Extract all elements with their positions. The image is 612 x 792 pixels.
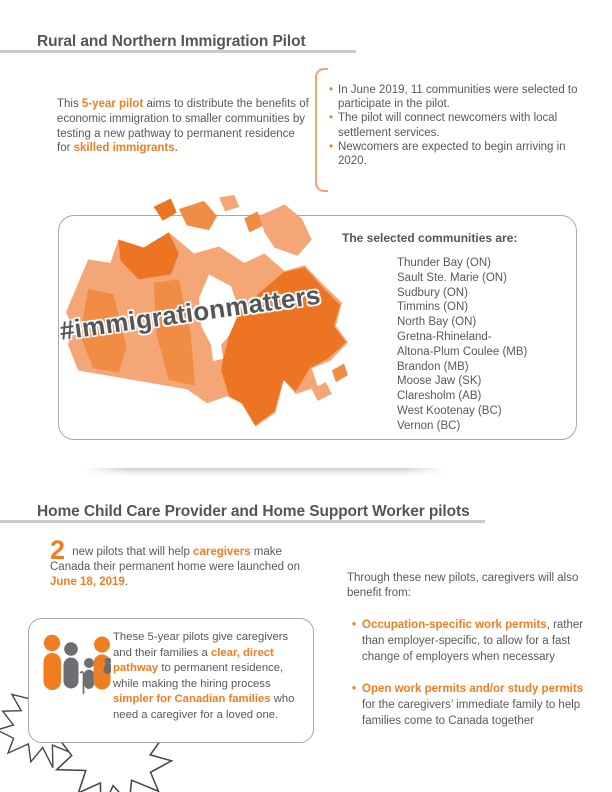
section2-intro-text xyxy=(50,546,300,588)
facts-list xyxy=(329,83,585,168)
community-item: North Bay (ON) xyxy=(397,316,477,329)
bullet-icon: • xyxy=(329,84,334,96)
text-segment: . xyxy=(124,576,129,588)
benefits-list xyxy=(352,618,584,747)
bullet-icon: • xyxy=(352,683,357,696)
text-segment: This xyxy=(57,98,82,110)
text-segment: who need a caregiver for a loved one. xyxy=(113,693,295,721)
section-divider-shadow xyxy=(85,468,445,477)
fact-item xyxy=(329,111,585,139)
section1-title-underline xyxy=(0,50,356,53)
benefits-heading: Through these new pilots, caregivers will also benefit from: xyxy=(347,572,579,599)
community-item: Claresholm (AB) xyxy=(397,390,482,403)
bracket-decoration xyxy=(315,68,328,192)
highlighted-text: Open work permits and/or study permits xyxy=(362,683,584,696)
highlighted-text: clear, direct pathway xyxy=(113,646,274,674)
communities-heading: The selected communities are: xyxy=(342,231,518,245)
bullet-text: In June 2019, 11 communities were selected to participate in the pilot. xyxy=(338,84,578,111)
community-item: Sault Ste. Marie (ON) xyxy=(397,271,507,284)
caregiver-info-box xyxy=(28,618,314,743)
highlighted-text: simpler for Canadian families xyxy=(113,693,271,705)
bullet-text xyxy=(362,618,584,665)
fact-item xyxy=(329,83,585,111)
family-caregivers-icon xyxy=(39,632,111,724)
bullet-text: The pilot will connect newcomers with local settlement services. xyxy=(338,112,558,139)
text-segment: new pilots that will help xyxy=(69,546,194,558)
bullet-icon: • xyxy=(329,112,334,125)
section2-intro-paragraph xyxy=(50,535,315,590)
highlighted-text: 5-year pilot xyxy=(81,98,144,110)
community-item: West Kootenay (BC) xyxy=(397,404,502,417)
big-number-2: 2 xyxy=(50,535,66,565)
text-segment: for the caregivers’ immediate family to help families come to Canada together xyxy=(362,699,581,727)
community-item: Gretna-Rhineland- xyxy=(397,330,492,343)
community-item: Brandon (MB) xyxy=(397,360,469,373)
immigrationmatters-hashtag: #immigrationmatters xyxy=(57,279,323,346)
bullet-text xyxy=(362,682,584,729)
community-item: Altona-Plum Coulee (MB) xyxy=(397,345,528,358)
benefit-item xyxy=(352,682,584,729)
highlighted-text: skilled immigrants. xyxy=(73,142,178,155)
section1-intro-paragraph xyxy=(57,97,309,156)
fact-item xyxy=(329,140,585,168)
section2-title-underline xyxy=(0,520,485,523)
text-segment: , rather than employer-specific, to allow for a fast change of employers when necessary xyxy=(362,619,584,663)
caregiver-box-text xyxy=(113,630,309,723)
bullet-icon: • xyxy=(352,619,357,631)
bullet-icon: • xyxy=(329,140,334,153)
text-segment: to permanent residence, while making the hiring process xyxy=(113,662,284,690)
communities-list xyxy=(397,256,527,434)
highlighted-text: June 18, 2019 xyxy=(50,576,125,588)
community-item: Sudbury (ON) xyxy=(397,286,468,299)
highlighted-text: Occupation-specific work permits xyxy=(362,619,547,631)
section2-title: Home Child Care Provider and Home Support Worker pilots xyxy=(37,503,470,520)
text-segment: make Canada their permanent home were launched on xyxy=(50,546,300,573)
community-item: Moose Jaw (SK) xyxy=(397,375,482,388)
community-item: Timmins (ON) xyxy=(397,301,469,314)
community-item: Thunder Bay (ON) xyxy=(397,257,491,269)
text-segment: aims to distribute the benefits of economic immigration to smaller communities by testing a new pathway to permanent residence for xyxy=(57,98,309,155)
community-item: Vernon (BC) xyxy=(397,419,461,432)
section1-title: Rural and Northern Immigration Pilot xyxy=(37,33,306,50)
text-segment: These 5-year pilots give caregivers and their families a xyxy=(113,631,289,659)
benefit-item xyxy=(352,618,584,665)
highlighted-text: caregivers xyxy=(193,546,251,558)
bullet-text: Newcomers are expected to begin arriving in 2020. xyxy=(338,140,566,168)
